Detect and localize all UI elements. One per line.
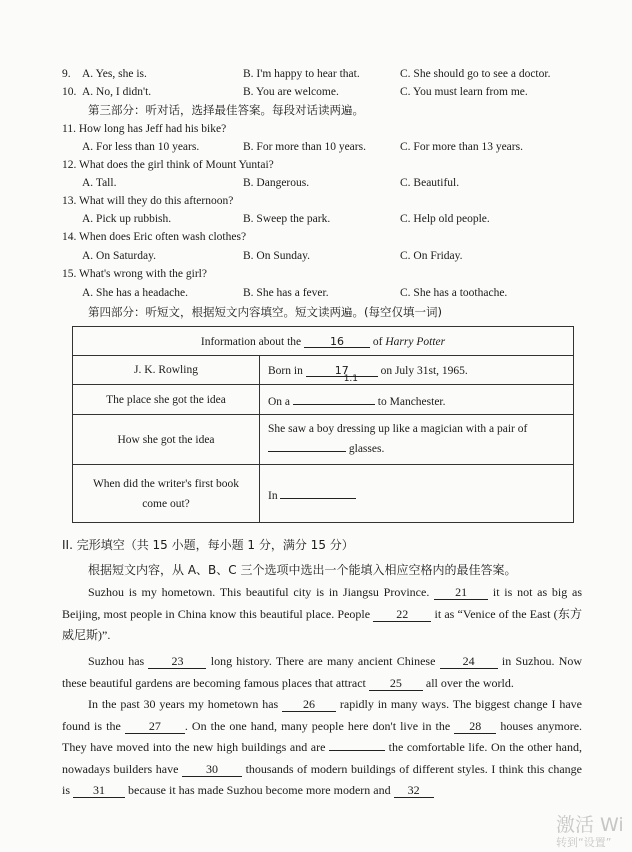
blank-24[interactable] <box>440 654 498 669</box>
question-15: 15. What's wrong with the girl? <box>62 268 207 280</box>
question-14: 14. When does Eric often wash clothes? <box>62 231 247 243</box>
table-header-pre: Information about the <box>200 335 302 348</box>
p1-text-2: it is not as big as Beijing, most people in China know this beautiful place. People <box>62 585 582 621</box>
question-12-option-c: C. Beautiful. <box>400 177 460 189</box>
blank-32-number: 32 <box>407 783 420 798</box>
blank-24-number: 24 <box>462 654 475 668</box>
question-11-option-b: B. For more than 10 years. <box>243 141 366 153</box>
p1-text-3: it as “Venice of the East (东方威尼斯)”. <box>62 606 583 643</box>
p2-text-2: long history. There are many ancient Chinese <box>210 654 436 668</box>
question-9-num: 9. <box>62 68 71 80</box>
question-11: 11. How long has Jeff had his bike? <box>62 123 227 135</box>
table-row <box>73 356 574 385</box>
row-pre: Born in <box>268 364 303 377</box>
table-row <box>73 385 574 415</box>
p3-text-7: because it has made Suzhou become more modern and <box>128 783 391 798</box>
table-row <box>73 465 574 523</box>
blank-23-number: 23 <box>171 654 184 668</box>
p3-text-1: In the past 30 years my hometown has <box>88 697 279 711</box>
row-pre: On a <box>268 395 291 408</box>
row-pre: In <box>268 489 278 502</box>
info-table <box>72 326 574 523</box>
blank-20[interactable] <box>280 486 356 499</box>
blank-32[interactable] <box>394 783 434 798</box>
p2-text-4: all over the world. <box>425 675 514 690</box>
question-15-option-b: B. She has a fever. <box>243 287 329 299</box>
row-label-line2: come out? <box>142 497 190 510</box>
table-header-row <box>73 327 574 356</box>
question-12: 12. What does the girl think of Mount Yuntai? <box>62 159 274 171</box>
blank-16-number: 16 <box>330 334 345 348</box>
question-10-option-a: A. No, I didn't. <box>82 86 152 98</box>
row-post: on July 31st, 1965. <box>380 364 468 377</box>
row-label-line1: When did the writer's first book <box>92 477 240 490</box>
blank-27[interactable] <box>125 719 185 734</box>
blank-27-number: 27 <box>148 718 161 733</box>
question-14-option-b: B. On Sunday. <box>243 250 310 262</box>
blank-21[interactable] <box>434 585 488 600</box>
question-10-option-b: B. You are welcome. <box>243 86 339 98</box>
p2-text-1: Suzhou has <box>88 654 145 668</box>
row-content <box>260 415 574 465</box>
question-13-option-c: C. Help old people. <box>400 213 490 225</box>
question-12-option-a: A. Tall. <box>82 177 117 189</box>
question-11-option-c: C. For more than 13 years. <box>400 141 523 153</box>
blank-17[interactable] <box>306 363 378 384</box>
question-9-option-a: A. Yes, she is. <box>82 68 147 80</box>
blank-30-number: 30 <box>206 761 219 776</box>
row-label <box>73 465 260 523</box>
blank-29[interactable] <box>329 750 385 751</box>
activation-watermark-hint: 转到“设置” <box>556 836 612 849</box>
question-14-option-c: C. On Friday. <box>400 250 463 262</box>
row-post: to Manchester. <box>377 395 446 408</box>
question-10-option-c: C. You must learn from me. <box>400 86 528 98</box>
question-9-option-c: C. She should go to see a doctor. <box>400 68 551 80</box>
blank-19[interactable] <box>268 439 346 452</box>
section2-title: II. 完形填空（共 15 小题，每小题 1 分，满分 15 分） <box>62 538 354 552</box>
blank-21-number: 21 <box>455 585 468 599</box>
p3-text-2: rapidly in many ways. The biggest change I have found is the <box>62 697 583 733</box>
row-label: How she got the idea <box>73 415 260 465</box>
part4-heading: 第四部分：听短文，根据短文内容填空。短文读两遍。(每空仅填一词) <box>88 305 442 319</box>
blank-26-number: 26 <box>303 697 316 711</box>
question-9-option-b: B. I'm happy to hear that. <box>243 68 360 80</box>
p3-text-3: . On the one hand, many people here don't live in the <box>184 718 451 733</box>
blank-22-number: 22 <box>396 606 409 621</box>
question-13-option-a: A. Pick up rubbish. <box>82 213 172 225</box>
question-15-option-a: A. She has a headache. <box>82 287 189 299</box>
passage-paragraph-1 <box>62 582 582 647</box>
row-content <box>260 385 574 415</box>
blank-16[interactable] <box>304 335 370 348</box>
blank-30[interactable] <box>182 762 242 777</box>
blank-23[interactable] <box>148 654 206 669</box>
table-header-title: Harry Potter <box>385 335 446 348</box>
question-13: 13. What will they do this afternoon? <box>62 195 234 207</box>
blank-31-number: 31 <box>93 783 106 798</box>
question-11-option-a: A. For less than 10 years. <box>82 141 200 153</box>
row-content <box>260 356 574 385</box>
table-header-cell <box>73 327 574 356</box>
part3-heading: 第三部分：听对话，选择最佳答案。每段对话读两遍。 <box>88 103 364 117</box>
blank-22[interactable] <box>373 607 431 622</box>
row-line1: She saw a boy dressing up like a magician with a pair of <box>268 423 528 435</box>
blank-26[interactable] <box>282 697 336 712</box>
row-post: glasses. <box>348 443 385 455</box>
blank-17-number: 17 <box>334 363 349 377</box>
table-row <box>73 415 574 465</box>
blank-18[interactable] <box>293 392 375 405</box>
p1-text-1: Suzhou is my hometown. This beautiful city is in Jiangsu Province. <box>88 585 430 599</box>
row-label: The place she got the idea <box>73 385 260 415</box>
blank-25[interactable] <box>369 676 423 691</box>
blank-28-number: 28 <box>469 718 482 733</box>
question-15-option-c: C. She has a toothache. <box>400 287 508 299</box>
blank-28[interactable] <box>454 719 496 734</box>
question-13-option-b: B. Sweep the park. <box>243 213 331 225</box>
p3-text-4: houses anymore. They have moved into the new high buildings and are <box>62 718 583 755</box>
question-14-option-a: A. On Saturday. <box>82 250 156 262</box>
passage-paragraph-2 <box>62 651 582 694</box>
p3-text-6: thousands of modern buildings of different styles. I think this change is <box>62 761 583 798</box>
table-header-post: of <box>372 335 383 348</box>
passage-paragraph-3 <box>62 694 582 802</box>
question-10-num: 10. <box>62 86 77 98</box>
p2-text-3: in Suzhou. Now these beautiful gardens are becoming famous places that attract <box>62 654 583 690</box>
question-12-option-b: B. Dangerous. <box>243 177 310 189</box>
row-content <box>260 465 574 523</box>
activation-watermark: 激活 Wi <box>556 814 624 836</box>
row-label: J. K. Rowling <box>73 356 260 385</box>
handwritten-note: 1.1 <box>343 373 359 384</box>
p3-text-5: the comfortable life. On the other hand, nowadays builders have <box>62 740 582 776</box>
blank-25-number: 25 <box>389 675 402 690</box>
section2-instructions: 根据短文内容，从 A、B、C 三个选项中选出一个能填入相应空格内的最佳答案。 <box>88 563 517 577</box>
blank-31[interactable] <box>73 783 125 798</box>
